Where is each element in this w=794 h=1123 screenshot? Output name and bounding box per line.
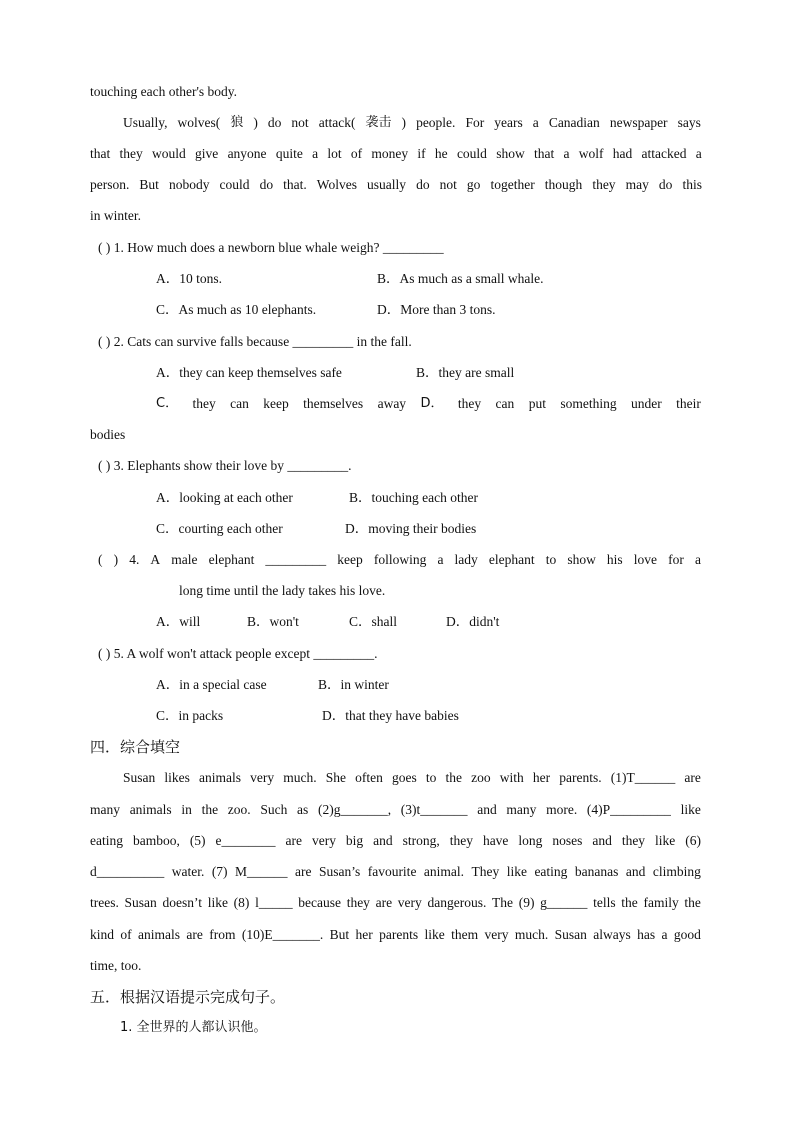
word: with — [499, 770, 524, 785]
word: much. — [283, 770, 317, 785]
word: not — [439, 177, 457, 192]
word: (6) — [685, 833, 701, 848]
word: male — [171, 552, 198, 567]
word: them — [451, 927, 479, 942]
word: Wolves — [316, 177, 357, 192]
word: her — [355, 927, 373, 942]
word: love — [633, 552, 658, 567]
word: give — [195, 146, 219, 161]
word: to — [545, 552, 557, 567]
question-3-option-c: C．courting each other — [156, 521, 283, 536]
word: The — [492, 895, 514, 910]
word: keep — [337, 552, 363, 567]
word: (3)t_______ — [400, 802, 468, 817]
question-5-option-b: B．in winter — [318, 677, 389, 692]
word: often — [355, 770, 383, 785]
word: would — [152, 146, 186, 161]
word: always — [593, 927, 631, 942]
word: parents. — [559, 770, 602, 785]
word: trees. — [90, 895, 119, 910]
word: very — [250, 770, 275, 785]
word: g______ — [540, 895, 588, 910]
word: zoo — [471, 770, 491, 785]
word: as — [297, 802, 309, 817]
question-5-option-c: C．in packs — [156, 708, 224, 723]
word: Such — [260, 802, 288, 817]
word: that — [90, 146, 111, 161]
word: e________ — [215, 833, 276, 848]
section-4-line-4 — [90, 863, 701, 881]
word: a — [532, 115, 539, 130]
word: they — [449, 833, 473, 848]
word: and — [625, 864, 646, 879]
word: years — [494, 115, 523, 130]
word: For — [465, 115, 485, 130]
word: anyone — [227, 146, 267, 161]
word: like — [680, 802, 701, 817]
question-4-stem-tail: long time until the lady takes his love. — [179, 583, 386, 598]
word: and — [592, 833, 612, 848]
word: (9) — [518, 895, 535, 910]
word: they — [621, 833, 646, 848]
word: Susan — [124, 895, 157, 910]
section-4-line-3 — [90, 832, 701, 850]
word: following — [373, 552, 427, 567]
question-3-option-b: B．touching each other — [349, 490, 478, 505]
word: money — [371, 146, 409, 161]
word: a — [695, 146, 702, 161]
word: wolf — [578, 146, 604, 161]
word: animals — [199, 770, 242, 785]
question-2-option-b: B．they are small — [416, 365, 515, 380]
word: 袭击 — [365, 115, 392, 130]
question-1-option-c: C．As much as 10 elephants. — [156, 302, 317, 317]
word: 狼 — [230, 115, 244, 130]
word: and — [477, 802, 497, 817]
word: could — [456, 146, 487, 161]
word: water. — [171, 864, 205, 879]
word: their — [676, 396, 701, 411]
word: attack( — [318, 115, 356, 130]
word: the — [621, 895, 638, 910]
word: of — [350, 146, 363, 161]
word: She — [325, 770, 347, 785]
section-5-item-1: 1. 全世界的人都认识他。 — [120, 1020, 267, 1035]
section-4-line-1 — [123, 769, 701, 787]
word: and — [373, 833, 393, 848]
word: of — [120, 927, 132, 942]
word: A — [150, 552, 161, 567]
word: animals — [129, 802, 172, 817]
word: a — [563, 146, 570, 161]
word: are — [295, 864, 312, 879]
word: C． — [156, 396, 179, 411]
question-4-option-a: A．will — [156, 614, 201, 629]
word: big — [345, 833, 364, 848]
word: because — [298, 895, 341, 910]
passage-line-2 — [90, 145, 702, 163]
word: have — [482, 833, 509, 848]
word: Susan — [554, 927, 587, 942]
word: much. — [514, 927, 549, 942]
section-4-line-6 — [90, 926, 701, 944]
word: they — [119, 146, 143, 161]
word: a — [437, 552, 444, 567]
word: are — [285, 833, 302, 848]
word: this — [682, 177, 702, 192]
word: M______ — [235, 864, 288, 879]
word: he — [434, 146, 448, 161]
word: eating — [90, 833, 123, 848]
word: do — [259, 177, 274, 192]
word: noses — [552, 833, 583, 848]
word: Susan — [123, 770, 156, 785]
question-1-option-b: B．As much as a small whale. — [377, 271, 544, 286]
word: 4. — [129, 552, 140, 567]
section-4-line-7: time, too. — [90, 958, 142, 973]
word: long — [518, 833, 543, 848]
question-3-stem: ( ) 3. Elephants show their love by _________. — [98, 458, 352, 473]
word: very — [311, 833, 336, 848]
word: eating — [534, 864, 568, 879]
word: the — [684, 895, 701, 910]
word: they — [457, 396, 482, 411]
word: together — [490, 177, 535, 192]
word: elephant — [208, 552, 255, 567]
word: But — [139, 177, 159, 192]
question-4-stem — [98, 551, 701, 569]
passage-line-3 — [90, 176, 702, 194]
word: (5) — [189, 833, 206, 848]
word: But — [329, 927, 350, 942]
word: people. — [416, 115, 456, 130]
word: could — [219, 177, 250, 192]
word: like — [424, 927, 445, 942]
word: not — [291, 115, 309, 130]
question-5-option-a: A．in a special case — [156, 677, 267, 692]
passage-line-4: in winter. — [90, 208, 141, 223]
question-5-stem: ( ) 5. A wolf won't attack people except _________. — [98, 646, 378, 661]
word: put — [528, 396, 546, 411]
word: many — [506, 802, 537, 817]
word: family — [643, 895, 679, 910]
word: themselves — [303, 396, 364, 411]
word: ) — [253, 115, 258, 130]
word: can — [495, 396, 515, 411]
word: bananas — [574, 864, 619, 879]
word: zoo. — [227, 802, 251, 817]
word: quite — [275, 146, 303, 161]
passage-line-0: touching each other's body. — [90, 84, 238, 99]
word: Canadian — [548, 115, 600, 130]
word: ) — [113, 552, 119, 567]
word: has — [637, 927, 656, 942]
word: (8) — [233, 895, 250, 910]
word: goes — [392, 770, 417, 785]
word: if — [417, 146, 426, 161]
word: can — [230, 396, 249, 411]
word: says — [677, 115, 701, 130]
word: a — [312, 146, 319, 161]
question-2-option-c-d — [156, 395, 701, 413]
question-4-option-d: D．didn't — [446, 614, 500, 629]
word: D． — [420, 396, 444, 411]
word: very — [397, 895, 422, 910]
word: dangerous. — [427, 895, 487, 910]
word: they — [346, 895, 370, 910]
question-4-option-c: C．shall — [349, 614, 398, 629]
question-1-option-a: A．10 tons. — [156, 271, 223, 286]
passage-line-1 — [123, 114, 701, 132]
word: (1)T______ — [610, 770, 676, 785]
word: his — [606, 552, 623, 567]
word: to — [425, 770, 437, 785]
section-4-line-5 — [90, 894, 701, 912]
question-5-option-d: D．that they have babies — [322, 708, 459, 723]
word: keep — [263, 396, 289, 411]
question-3-option-d: D．moving their bodies — [345, 521, 477, 536]
word: for — [668, 552, 684, 567]
word: that. — [283, 177, 307, 192]
word: lot — [327, 146, 342, 161]
word: a — [661, 927, 668, 942]
word: person. — [90, 177, 130, 192]
word: They — [471, 864, 500, 879]
word: doesn’t — [162, 895, 202, 910]
word: under — [631, 396, 662, 411]
word: bamboo, — [132, 833, 180, 848]
word: likes — [164, 770, 190, 785]
question-2-option-a: A．they can keep themselves safe — [156, 365, 342, 380]
word: do — [416, 177, 430, 192]
section-5-title: 五．根据汉语提示完成句子。 — [90, 988, 286, 1006]
word: show — [496, 146, 525, 161]
word: newspaper — [609, 115, 668, 130]
word: favourite — [367, 864, 417, 879]
word: ) — [401, 115, 407, 130]
word: climbing — [652, 864, 701, 879]
word: many — [90, 802, 120, 817]
word: like — [655, 833, 676, 848]
word: good — [673, 927, 701, 942]
word: strong, — [402, 833, 440, 848]
question-1-stem: ( ) 1. How much does a newborn blue whale weigh? _________ — [98, 240, 444, 255]
word: (2)g_______, — [317, 802, 392, 817]
word: in — [181, 802, 192, 817]
word: are — [186, 927, 203, 942]
word: they — [192, 396, 216, 411]
word: like — [207, 895, 228, 910]
word: usually — [367, 177, 407, 192]
section-4-title: 四．综合填空 — [90, 738, 181, 756]
word: do — [267, 115, 282, 130]
word: wolves( — [177, 115, 221, 130]
question-4-option-b: B．won't — [247, 614, 299, 629]
word: something — [560, 396, 617, 411]
word: Usually, — [123, 115, 168, 130]
word: like — [506, 864, 527, 879]
word: _________ — [265, 552, 327, 567]
word: though — [544, 177, 583, 192]
word: her — [532, 770, 551, 785]
word: the — [201, 802, 219, 817]
word: go — [466, 177, 481, 192]
word: (4)P_________ — [586, 802, 671, 817]
question-1-option-d: D．More than 3 tons. — [377, 302, 496, 317]
word: animals — [138, 927, 181, 942]
word: show — [567, 552, 596, 567]
word: the — [445, 770, 463, 785]
word: a — [694, 552, 701, 567]
word: that — [533, 146, 555, 161]
word: d__________ — [90, 864, 165, 879]
word: more. — [546, 802, 578, 817]
word: may — [625, 177, 649, 192]
word: (7) — [211, 864, 228, 879]
question-3-option-a: A．looking at each other — [156, 490, 293, 505]
word: very — [484, 927, 509, 942]
word: animal. — [423, 864, 465, 879]
word: are — [375, 895, 393, 910]
word: nobody — [168, 177, 210, 192]
section-4-line-2 — [90, 801, 701, 819]
word: tells — [593, 895, 616, 910]
question-2-stem: ( ) 2. Cats can survive falls because _________ in the fall. — [98, 334, 412, 349]
word: lady — [454, 552, 478, 567]
word: are — [684, 770, 701, 785]
word: (10)E_______. — [241, 927, 324, 942]
word: away — [377, 396, 407, 411]
word: parents — [379, 927, 419, 942]
word: elephant — [488, 552, 535, 567]
word: ( — [98, 552, 103, 567]
word: from — [209, 927, 236, 942]
word: they — [592, 177, 616, 192]
word: do — [658, 177, 673, 192]
word: kind — [90, 927, 115, 942]
word: l_____ — [255, 895, 293, 910]
word: Susan’s — [318, 864, 361, 879]
word: had — [612, 146, 633, 161]
question-2-option-d-tail: bodies — [90, 427, 126, 442]
word: attacked — [641, 146, 687, 161]
